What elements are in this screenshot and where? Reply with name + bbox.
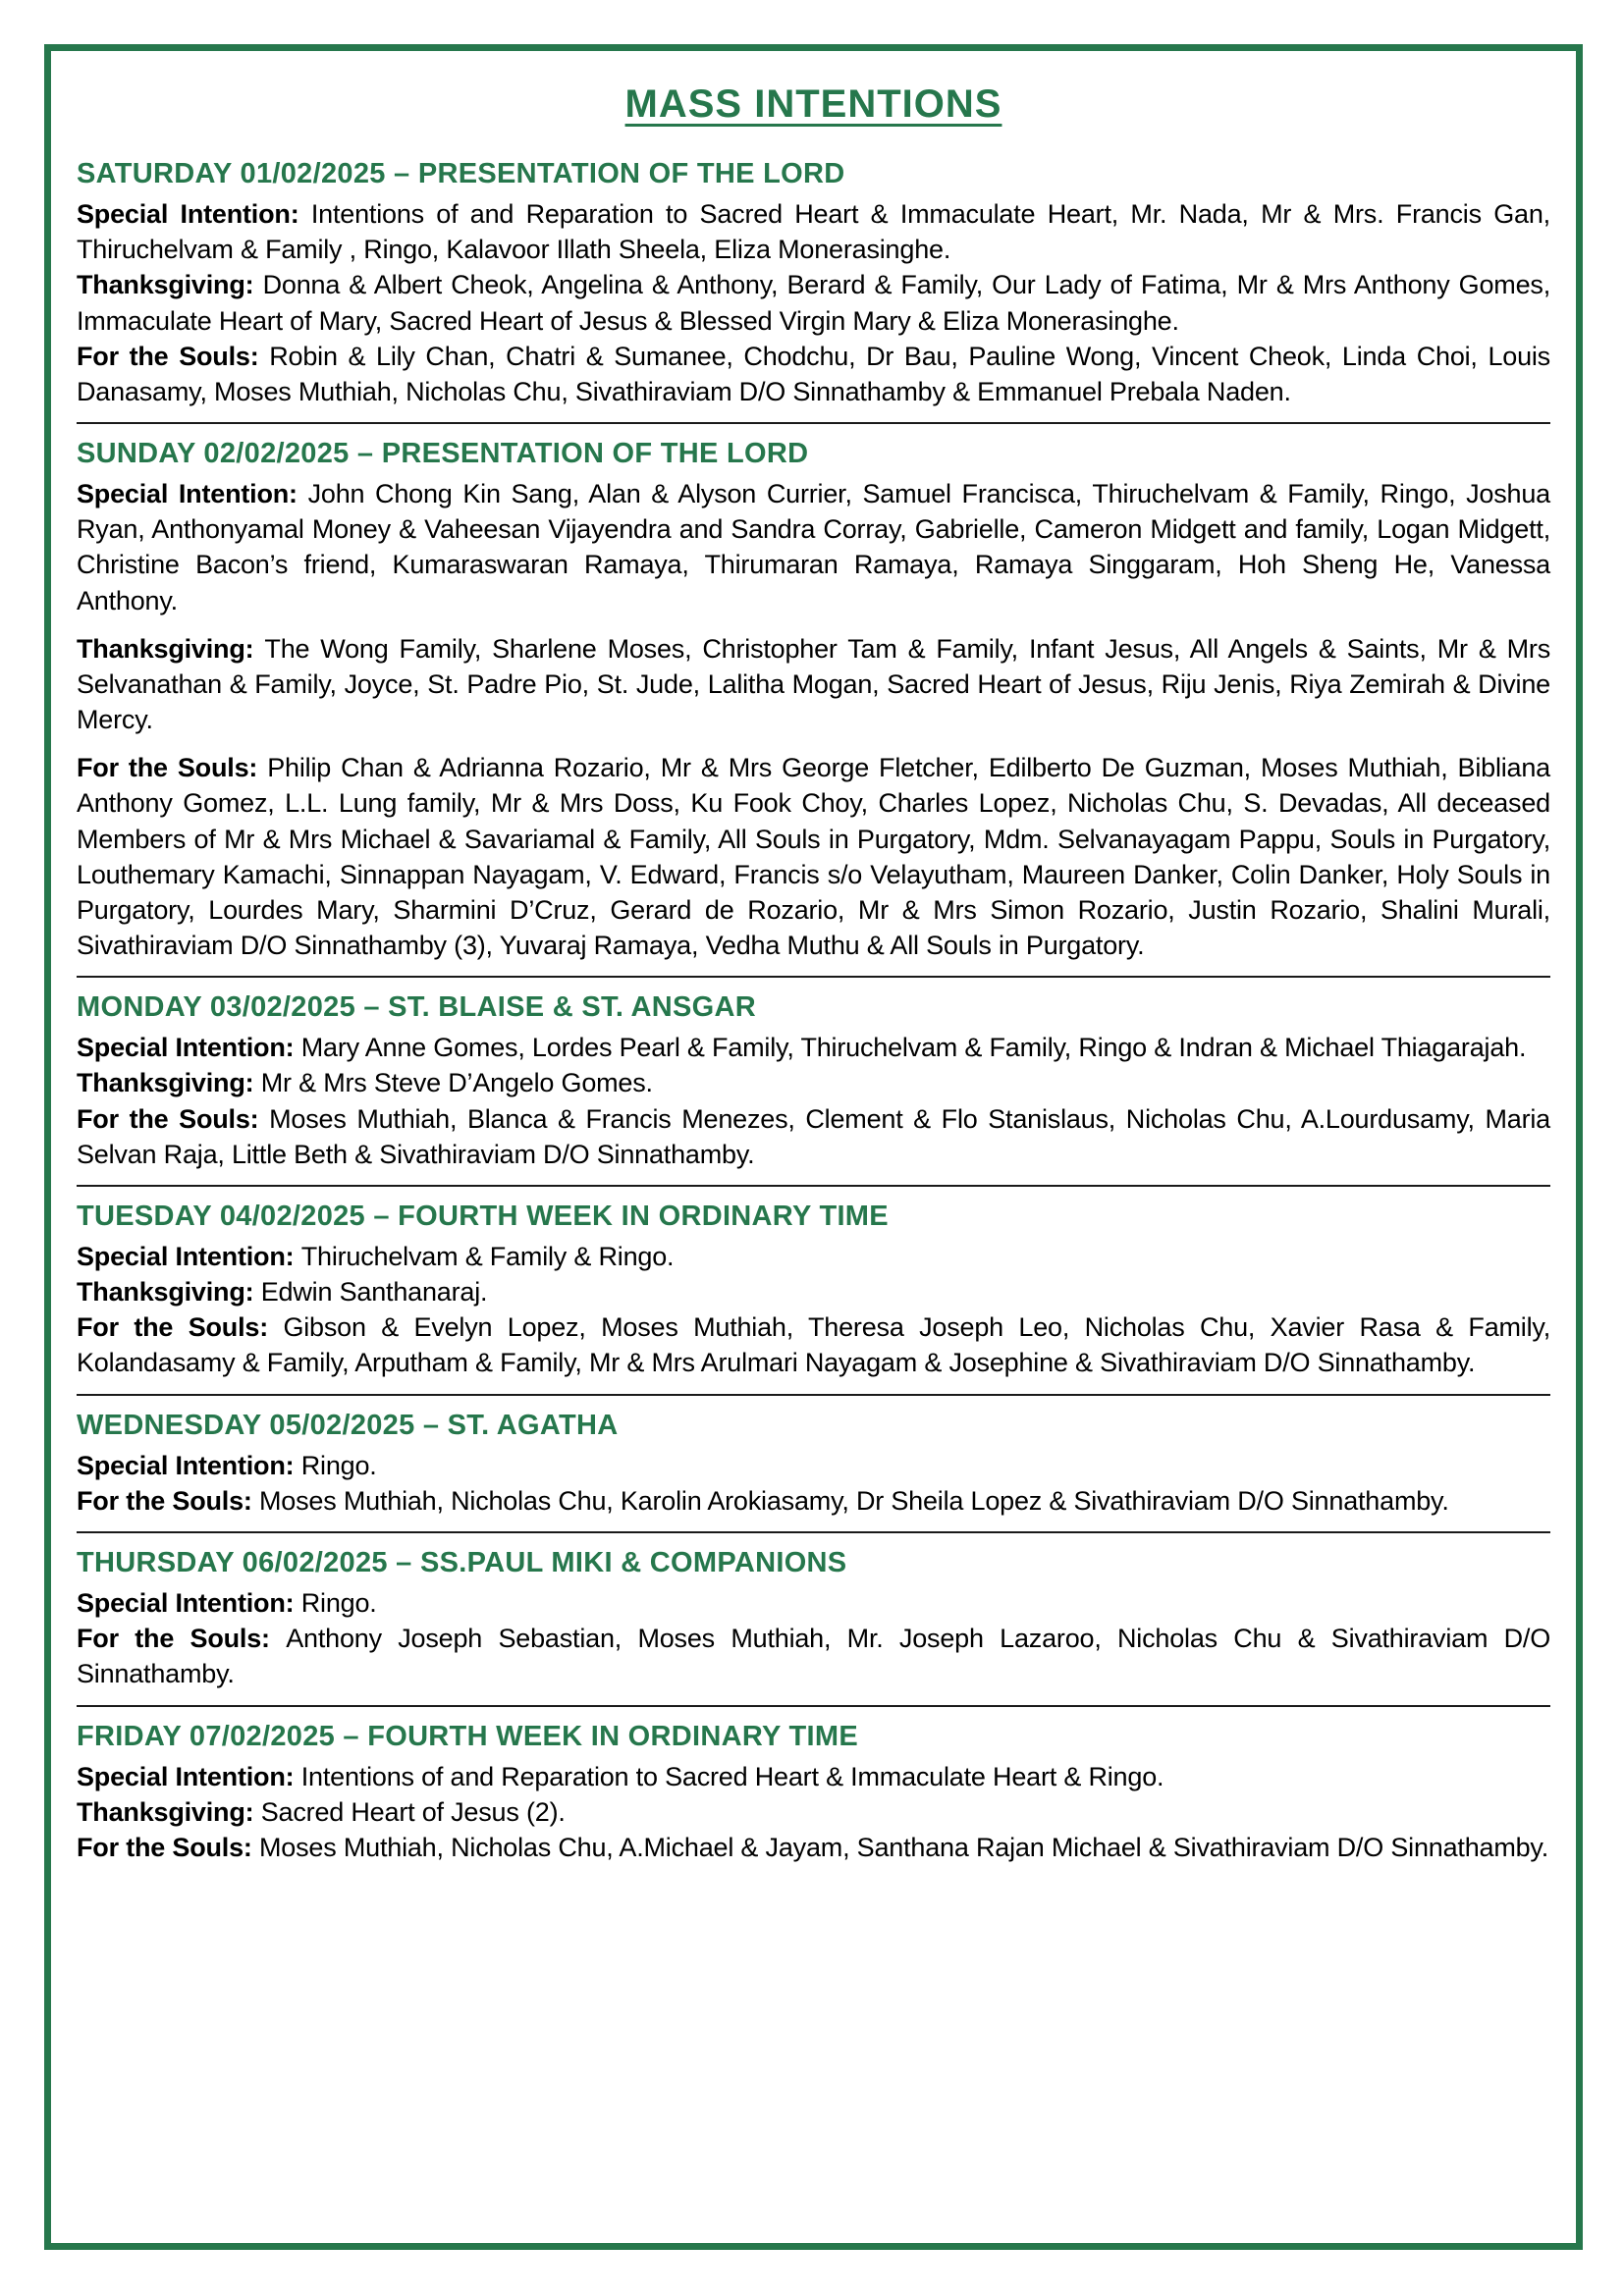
section-divider	[77, 1705, 1550, 1707]
day-heading-monday: MONDAY 03/02/2025 – ST. BLAISE & ST. ANSGAR	[77, 991, 756, 1024]
section-tuesday	[77, 1201, 1550, 1381]
paragraph-text: Mary Anne Gomes, Lordes Pearl & Family, Thiruchelvam & Family, Ringo & Indran & Michael Thiagarajah.	[300, 1033, 1527, 1063]
paragraph-label: Special Intention:	[77, 1450, 295, 1480]
day-heading-thursday: THURSDAY 06/02/2025 – SS.PAUL MIKI & COMPANIONS	[77, 1546, 847, 1578]
paragraph-label: Thanksgiving:	[77, 270, 254, 300]
intention-paragraph	[77, 1239, 1550, 1274]
section-divider	[77, 422, 1550, 424]
intention-paragraph	[77, 339, 1550, 409]
paragraph-label: Special Intention:	[77, 199, 299, 229]
paragraph-text: Thiruchelvam & Family & Ringo.	[300, 1241, 675, 1271]
paragraph-label: Thanksgiving:	[77, 633, 254, 664]
paragraph-text: Edwin Santhanaraj.	[260, 1277, 488, 1308]
paragraph-text: Anthony Joseph Sebastian, Moses Muthiah, Mr. Joseph Lazaroo, Nicholas Chu & Sivathiraviam D/O Sinnathamby.	[77, 1624, 1551, 1689]
section-divider	[77, 1185, 1550, 1187]
section-divider	[77, 976, 1550, 978]
intention-paragraph	[77, 1621, 1550, 1691]
intention-paragraph	[77, 196, 1550, 267]
day-heading-saturday: SATURDAY 01/02/2025 – PRESENTATION OF THE LORD	[77, 158, 845, 189]
day-heading-tuesday: TUESDAY 04/02/2025 – FOURTH WEEK IN ORDINARY TIME	[77, 1200, 889, 1232]
paragraph-text: Robin & Lily Chan, Chatri & Sumanee, Chodchu, Dr Bau, Pauline Wong, Vincent Cheok, Linda Choi, Louis Danasamy, Moses Muthiah, Nicholas Chu, Sivathiraviam D/O Sinnathamby & Emmanuel Prebala Naden.	[77, 341, 1550, 406]
section-wednesday	[77, 1410, 1550, 1519]
paragraph-text: John Chong Kin Sang, Alan & Alyson Currier, Samuel Francisca, Thiruchelvam & Family, Ringo, Joshua Ryan, Anthonyamal Money & Vaheesan Vijayendra and Sandra Corray, Gabrielle, Cameron Midgett and family, Logan Midgett, Christine Bacon’s friend, Kumaraswaran Ramaya, Thirumaran Ramaya, Ramaya Singgaram, Hoh Sheng He, Vanessa Anthony.	[77, 479, 1550, 615]
paragraph-text: Ringo.	[300, 1450, 377, 1480]
paragraph-label: For the Souls:	[77, 1312, 268, 1343]
paragraph-text: Gibson & Evelyn Lopez, Moses Muthiah, Theresa Joseph Leo, Nicholas Chu, Xavier Rasa & Family, Kolandasamy & Family, Arputham & Family, Mr & Mrs Arulmari Nayagam & Josephine & Sivathiraviam D/O Sinnathamby.	[77, 1312, 1550, 1378]
day-heading-friday: FRIDAY 07/02/2025 – FOURTH WEEK IN ORDINARY TIME	[77, 1720, 858, 1752]
paragraph-label: For the Souls:	[77, 1624, 270, 1654]
intention-paragraph	[77, 1309, 1550, 1380]
section-saturday	[77, 158, 1550, 409]
paragraph-label: For the Souls:	[77, 1485, 252, 1516]
section-divider	[77, 1394, 1550, 1396]
paragraph-text: Ringo.	[300, 1587, 377, 1618]
section-divider	[77, 1531, 1550, 1533]
page-title: MASS INTENTIONS	[624, 82, 1002, 126]
day-heading-sunday: SUNDAY 02/02/2025 – PRESENTATION OF THE LORD	[77, 438, 809, 470]
paragraph-text: Mr & Mrs Steve D’Angelo Gomes.	[260, 1068, 653, 1098]
intention-paragraph	[77, 1830, 1550, 1865]
paragraph-text: Intentions of and Reparation to Sacred Heart & Immaculate Heart, Mr. Nada, Mr & Mrs. Francis Gan, Thiruchelvam & Family , Ringo, Kalavoor Illath Sheela, Eliza Monerasinghe.	[77, 199, 1550, 265]
paragraph-label: Special Intention:	[77, 479, 298, 509]
paragraph-text: Sacred Heart of Jesus (2).	[260, 1796, 566, 1827]
paragraph-label: Special Intention:	[77, 1033, 295, 1063]
page-frame	[44, 44, 1583, 2250]
paragraph-label: Thanksgiving:	[77, 1068, 254, 1098]
section-thursday	[77, 1547, 1550, 1692]
intention-paragraph	[77, 631, 1550, 738]
paragraph-text: Intentions of and Reparation to Sacred Heart & Immaculate Heart & Ringo.	[300, 1761, 1164, 1791]
intention-paragraph	[77, 1483, 1550, 1519]
paragraph-text: Donna & Albert Cheok, Angelina & Anthony, Berard & Family, Our Lady of Fatima, Mr & Mrs Anthony Gomes, Immaculate Heart of Mary, Sacred Heart of Jesus & Blessed Virgin Mary & Eliza Monerasinghe.	[77, 270, 1550, 336]
intention-paragraph	[77, 1448, 1550, 1483]
intention-paragraph	[77, 1030, 1550, 1065]
paragraph-text: Moses Muthiah, Nicholas Chu, Karolin Arokiasamy, Dr Sheila Lopez & Sivathiraviam D/O Sinnathamby.	[259, 1485, 1449, 1516]
intention-paragraph	[77, 1794, 1550, 1830]
intention-paragraph	[77, 1101, 1550, 1172]
intention-paragraph	[77, 267, 1550, 338]
section-sunday	[77, 438, 1550, 963]
section-friday	[77, 1721, 1550, 1866]
paragraph-label: For the Souls:	[77, 753, 258, 783]
paragraph-text: The Wong Family, Sharlene Moses, Christopher Tam & Family, Infant Jesus, All Angels & Saints, Mr & Mrs Selvanathan & Family, Joyce, St. Padre Pio, St. Jude, Lalitha Mogan, Sacred Heart of Jesus, Riju Jenis, Riya Zemirah & Divine Mercy.	[77, 633, 1550, 735]
day-heading-wednesday: WEDNESDAY 05/02/2025 – ST. AGATHA	[77, 1409, 619, 1441]
paragraph-label: For the Souls:	[77, 1103, 259, 1134]
paragraph-label: Thanksgiving:	[77, 1277, 254, 1308]
intention-paragraph	[77, 476, 1550, 618]
paragraph-label: Special Intention:	[77, 1241, 295, 1271]
intention-paragraph	[77, 1274, 1550, 1309]
intention-paragraph	[77, 1759, 1550, 1794]
paragraph-label: Special Intention:	[77, 1587, 295, 1618]
intention-paragraph	[77, 750, 1550, 963]
paragraph-label: For the Souls:	[77, 1832, 252, 1862]
intention-paragraph	[77, 1585, 1550, 1621]
paragraph-label: Thanksgiving:	[77, 1796, 254, 1827]
paragraph-text: Philip Chan & Adrianna Rozario, Mr & Mrs George Fletcher, Edilberto De Guzman, Moses Muthiah, Bibliana Anthony Gomez, L.L. Lung family, Mr & Mrs Doss, Ku Fook Choy, Charles Lopez, Nicholas Chu, S. Devadas, All deceased Members of Mr & Mrs Michael & Savariamal & Family, All Souls in Purgatory, Mdm. Selvanayagam Pappu, Souls in Purgatory, Louthemary Kamachi, Sinnappan Nayagam, V. Edward, Francis s/o Velayutham, Maureen Danker, Colin Danker, Holy Souls in Purgatory, Lourdes Mary, Sharmini D’Cruz, Gerard de Rozario, Mr & Mrs Simon Rozario, Justin Rozario, Shalini Murali, Sivathiraviam D/O Sinnathamby (3), Yuvaraj Ramaya, Vedha Muthu & All Souls in Purgatory.	[77, 753, 1551, 961]
paragraph-label: For the Souls:	[77, 341, 259, 371]
intention-paragraph	[77, 1065, 1550, 1100]
paragraph-text: Moses Muthiah, Nicholas Chu, A.Michael & Jayam, Santhana Rajan Michael & Sivathiraviam D/O Sinnathamby.	[259, 1832, 1549, 1862]
section-monday	[77, 991, 1550, 1172]
paragraph-label: Special Intention:	[77, 1761, 295, 1791]
paragraph-text: Moses Muthiah, Blanca & Francis Menezes, Clement & Flo Stanislaus, Nicholas Chu, A.Lourdusamy, Maria Selvan Raja, Little Beth & Sivathiraviam D/O Sinnathamby.	[77, 1103, 1550, 1169]
